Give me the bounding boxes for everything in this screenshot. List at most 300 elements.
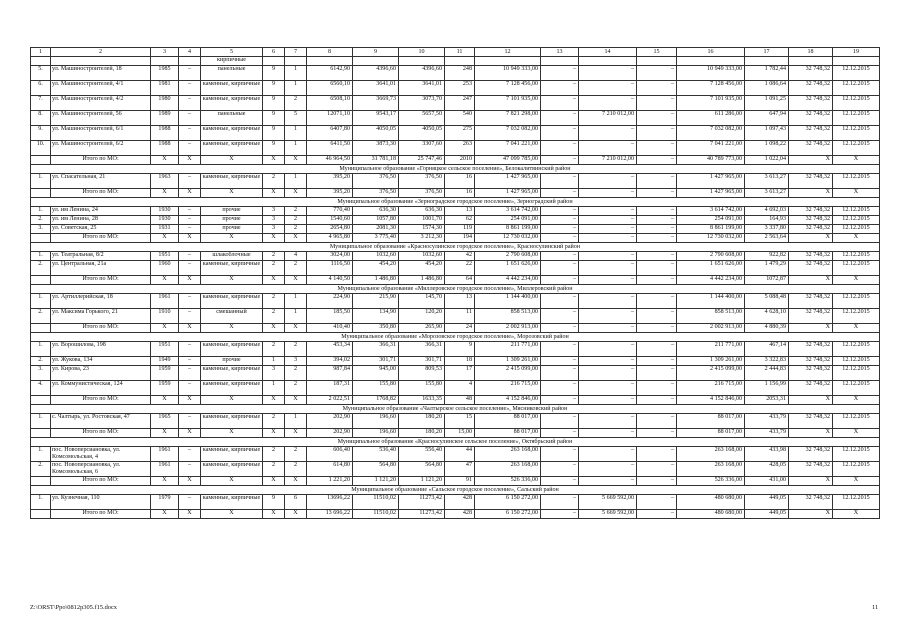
table-cell: 1961: [151, 294, 179, 309]
table-cell: X: [789, 477, 833, 486]
housing-register-table: [30, 47, 880, 519]
table-cell: X: [263, 276, 285, 285]
table-cell: 15: [445, 414, 475, 429]
table-cell: 1951: [151, 252, 179, 261]
table-cell: 2: [285, 342, 307, 357]
table-cell: 3 212,30: [399, 234, 445, 243]
table-cell: ул. Центральная, 21а: [51, 261, 151, 276]
table-cell: 3 337,80: [745, 225, 789, 234]
column-number: 3: [151, 48, 179, 57]
table-cell: X: [789, 234, 833, 243]
table-cell: 1 427 965,00: [677, 174, 745, 189]
table-cell: –: [637, 510, 677, 519]
table-cell: –: [179, 294, 201, 309]
table-cell: 196,60: [353, 429, 399, 438]
table-cell: –: [179, 252, 201, 261]
table-cell: 8 861 199,00: [677, 225, 745, 234]
table-cell: –: [637, 324, 677, 333]
table-cell: 5.: [31, 66, 51, 81]
table-cell: –: [637, 234, 677, 243]
table-cell: 433,79: [745, 414, 789, 429]
table-cell: X: [179, 189, 201, 198]
table-cell: 32 748,32: [789, 66, 833, 81]
section-heading-row: [31, 165, 880, 174]
table-cell: 1 651 626,00: [677, 261, 745, 276]
table-cell: 265,90: [399, 324, 445, 333]
table-cell: 7 101 935,00: [475, 96, 541, 111]
table-cell: 3: [263, 216, 285, 225]
table-cell: –: [579, 225, 637, 234]
table-cell: 2: [263, 174, 285, 189]
table-cell: каменные, кирпичные: [201, 414, 263, 429]
table-cell: X: [833, 429, 880, 438]
table-row: [31, 141, 880, 156]
table-cell: 3: [263, 366, 285, 381]
total-row: [31, 510, 880, 519]
table-cell: X: [285, 189, 307, 198]
table-row: [31, 126, 880, 141]
table-cell: 1961: [151, 462, 179, 477]
table-cell: 3873,30: [353, 141, 399, 156]
table-cell: –: [541, 396, 579, 405]
table-cell: –: [637, 495, 677, 510]
table-cell: X: [151, 189, 179, 198]
table-cell: –: [579, 462, 637, 477]
table-cell: 32 748,32: [789, 174, 833, 189]
table-row: [31, 357, 880, 366]
table-cell: 858 513,00: [677, 309, 745, 324]
table-cell: 2.: [31, 261, 51, 276]
table-cell: 1 479,29: [745, 261, 789, 276]
table-cell: 32 748,32: [789, 252, 833, 261]
table-cell: 2.: [31, 309, 51, 324]
table-cell: 16: [445, 189, 475, 198]
table-cell: 32 748,32: [789, 357, 833, 366]
table-cell: 9: [263, 81, 285, 96]
table-cell: 2 002 913,00: [475, 324, 541, 333]
table-cell: 32 748,32: [789, 126, 833, 141]
column-number: 13: [541, 48, 579, 57]
table-cell: X: [151, 510, 179, 519]
table-cell: 449,05: [745, 495, 789, 510]
table-cell: 9543,17: [353, 111, 399, 126]
table-cell: 2: [263, 261, 285, 276]
table-cell: –: [637, 309, 677, 324]
table-cell: 155,80: [399, 381, 445, 396]
table-cell: 11510,02: [353, 495, 399, 510]
table-cell: –: [637, 252, 677, 261]
table-cell: 1: [285, 81, 307, 96]
table-cell: 1 651 626,00: [475, 261, 541, 276]
table-cell: [285, 57, 307, 66]
column-number: 5: [201, 48, 263, 57]
table-cell: 6407,80: [307, 126, 353, 141]
table-cell: ул. Жукова, 134: [51, 357, 151, 366]
table-cell: –: [637, 276, 677, 285]
table-cell: X: [285, 234, 307, 243]
table-cell: 1.: [31, 174, 51, 189]
table-cell: 32 748,32: [789, 447, 833, 462]
table-cell: 3: [285, 357, 307, 366]
table-cell: 155,80: [353, 381, 399, 396]
table-cell: 8.: [31, 111, 51, 126]
table-cell: 1 221,20: [307, 477, 353, 486]
table-cell: 32 748,32: [789, 96, 833, 111]
table-cell: 12.12.2015: [833, 294, 880, 309]
table-cell: –: [637, 357, 677, 366]
table-cell: –: [541, 261, 579, 276]
table-cell: 1.: [31, 342, 51, 357]
table-cell: X: [151, 276, 179, 285]
table-cell: 7 128 456,00: [475, 81, 541, 96]
table-cell: –: [541, 276, 579, 285]
table-cell: 12.12.2015: [833, 96, 880, 111]
table-cell: 4: [445, 381, 475, 396]
table-cell: 636,30: [353, 207, 399, 216]
table-cell: 32 748,32: [789, 294, 833, 309]
table-cell: 254 091,00: [475, 216, 541, 225]
column-number: 16: [677, 48, 745, 57]
table-cell: –: [637, 261, 677, 276]
table-cell: 5 669 592,00: [579, 495, 637, 510]
table-cell: [31, 324, 51, 333]
table-cell: 6142,90: [307, 66, 353, 81]
table-cell: –: [541, 294, 579, 309]
section-heading-row: [31, 438, 880, 447]
table-cell: 119: [445, 225, 475, 234]
table-cell: каменные, кирпичные: [201, 141, 263, 156]
table-cell: 1988: [151, 126, 179, 141]
column-number: 2: [51, 48, 151, 57]
table-cell: 12 730 032,00: [677, 234, 745, 243]
table-cell: X: [833, 234, 880, 243]
table-cell: 2 790 608,00: [475, 252, 541, 261]
table-cell: –: [579, 252, 637, 261]
column-number: 18: [789, 48, 833, 57]
table-cell: –: [179, 216, 201, 225]
table-cell: 376,50: [399, 189, 445, 198]
municipality-heading: Муниципальное образование «Горняцкое сельское поселение», Белокалитвинский район: [31, 165, 880, 174]
table-cell: 3 614 742,00: [677, 207, 745, 216]
table-cell: 1: [263, 381, 285, 396]
table-cell: 1910: [151, 309, 179, 324]
table-cell: 2: [263, 309, 285, 324]
table-cell: 263 168,00: [475, 462, 541, 477]
table-cell: X: [179, 396, 201, 405]
table-cell: 42: [445, 252, 475, 261]
municipality-heading: Муниципальное образование «Зерноградское городское поселение», Зерноградский район: [31, 198, 880, 207]
municipality-heading: Муниципальное образование «Чалтырское сельское поселение», Мясниковский район: [31, 405, 880, 414]
table-cell: –: [637, 207, 677, 216]
table-cell: –: [179, 207, 201, 216]
table-cell: 2654,80: [307, 225, 353, 234]
table-cell: 2010: [445, 156, 475, 165]
table-cell: X: [833, 510, 880, 519]
table-cell: ул. Машиностроителей, 4/1: [51, 81, 151, 96]
table-cell: 88 017,00: [475, 429, 541, 438]
table-cell: 4050,05: [353, 126, 399, 141]
table-cell: 1 086,64: [745, 81, 789, 96]
table-cell: –: [179, 342, 201, 357]
table-cell: X: [833, 324, 880, 333]
column-number: 11: [445, 48, 475, 57]
table-cell: 7 210 012,00: [579, 111, 637, 126]
table-cell: 428: [445, 510, 475, 519]
table-cell: 1: [285, 309, 307, 324]
table-cell: 1 309 261,00: [677, 357, 745, 366]
table-cell: 12.12.2015: [833, 462, 880, 477]
table-cell: 1 097,43: [745, 126, 789, 141]
table-cell: –: [579, 207, 637, 216]
table-cell: X: [833, 276, 880, 285]
table-cell: 2 444,83: [745, 366, 789, 381]
table-cell: 2: [263, 414, 285, 429]
section-heading-row: [31, 198, 880, 207]
table-cell: 8 861 199,00: [475, 225, 541, 234]
table-cell: 11: [445, 309, 475, 324]
table-body: [31, 48, 880, 519]
table-cell: –: [179, 381, 201, 396]
table-cell: –: [541, 174, 579, 189]
table-cell: –: [579, 357, 637, 366]
table-cell: –: [541, 156, 579, 165]
table-cell: X: [833, 189, 880, 198]
table-cell: 32 748,32: [789, 81, 833, 96]
table-cell: 11510,02: [353, 510, 399, 519]
table-cell: 2: [285, 462, 307, 477]
table-cell: 1960: [151, 261, 179, 276]
table-cell: –: [541, 429, 579, 438]
table-cell: 180,20: [399, 429, 445, 438]
table-cell: 9: [263, 495, 285, 510]
table-cell: 202,90: [307, 429, 353, 438]
table-cell: –: [579, 276, 637, 285]
table-cell: 1 121,20: [399, 477, 445, 486]
table-cell: 395,20: [307, 174, 353, 189]
table-cell: 6 150 272,00: [475, 510, 541, 519]
table-cell: [579, 57, 637, 66]
table-cell: 224,90: [307, 294, 353, 309]
column-number: 7: [285, 48, 307, 57]
table-cell: 3641,01: [353, 81, 399, 96]
table-cell: X: [151, 324, 179, 333]
table-cell: 12071,10: [307, 111, 353, 126]
table-cell: 453,34: [307, 342, 353, 357]
table-cell: 2: [263, 342, 285, 357]
table-cell: 7 821 298,00: [475, 111, 541, 126]
table-row: [31, 309, 880, 324]
column-number: 14: [579, 48, 637, 57]
table-cell: 10.: [31, 141, 51, 156]
table-cell: [31, 429, 51, 438]
table-cell: 540: [445, 111, 475, 126]
table-cell: 46 964,50: [307, 156, 353, 165]
table-cell: 5: [285, 111, 307, 126]
table-cell: 62: [445, 216, 475, 225]
section-heading-row: [31, 486, 880, 495]
table-cell: 5 088,48: [745, 294, 789, 309]
table-cell: 13: [445, 294, 475, 309]
table-cell: X: [201, 156, 263, 165]
table-cell: каменные, кирпичные: [201, 96, 263, 111]
table-cell: 7.: [31, 96, 51, 111]
table-cell: каменные, кирпичные: [201, 126, 263, 141]
section-heading-row: [31, 333, 880, 342]
table-cell: –: [179, 66, 201, 81]
table-cell: –: [541, 462, 579, 477]
table-cell: 1965: [151, 414, 179, 429]
table-cell: 12.12.2015: [833, 309, 880, 324]
table-cell: 4396,60: [399, 66, 445, 81]
table-cell: –: [541, 225, 579, 234]
table-cell: 1057,80: [353, 216, 399, 225]
table-cell: 1 144 400,00: [677, 294, 745, 309]
table-cell: X: [263, 156, 285, 165]
table-cell: 3 775,40: [353, 234, 399, 243]
table-cell: 12.12.2015: [833, 342, 880, 357]
table-cell: 1980: [151, 96, 179, 111]
table-cell: 1: [285, 126, 307, 141]
table-cell: 194: [445, 234, 475, 243]
table-cell: 1 782,44: [745, 66, 789, 81]
table-cell: X: [789, 429, 833, 438]
table-cell: ул. Машиностроителей, 18: [51, 66, 151, 81]
table-cell: 301,71: [353, 357, 399, 366]
table-cell: X: [179, 156, 201, 165]
table-cell: 47 099 785,00: [475, 156, 541, 165]
table-cell: 1 121,20: [353, 477, 399, 486]
table-cell: 44: [445, 447, 475, 462]
table-cell: 1 427 965,00: [475, 174, 541, 189]
table-cell: 1.: [31, 447, 51, 462]
table-cell: 17: [445, 366, 475, 381]
table-cell: 647,94: [745, 111, 789, 126]
table-cell: X: [263, 429, 285, 438]
table-cell: –: [541, 141, 579, 156]
table-cell: 1 156,99: [745, 381, 789, 396]
table-cell: –: [541, 216, 579, 225]
table-cell: –: [541, 495, 579, 510]
table-row: [31, 366, 880, 381]
table-cell: 1072,87: [745, 276, 789, 285]
table-cell: 2: [285, 366, 307, 381]
table-cell: Итого по МО:: [51, 324, 151, 333]
table-cell: 1959: [151, 381, 179, 396]
table-cell: 5 669 592,00: [579, 510, 637, 519]
table-cell: смешанный: [201, 309, 263, 324]
table-cell: X: [179, 276, 201, 285]
table-cell: ул. Артиллерийская, 18: [51, 294, 151, 309]
total-row: [31, 189, 880, 198]
table-cell: 1949: [151, 357, 179, 366]
table-cell: ул. Машиностроителей, 6/2: [51, 141, 151, 156]
table-cell: –: [179, 261, 201, 276]
table-cell: 770,40: [307, 207, 353, 216]
table-cell: 16: [445, 174, 475, 189]
table-cell: 922,82: [745, 252, 789, 261]
table-cell: [637, 57, 677, 66]
column-number-row: [31, 48, 880, 57]
table-cell: –: [579, 66, 637, 81]
table-cell: –: [579, 309, 637, 324]
table-cell: –: [637, 477, 677, 486]
table-cell: [475, 57, 541, 66]
table-cell: 3: [263, 225, 285, 234]
table-cell: 263 168,00: [677, 462, 745, 477]
table-cell: –: [179, 462, 201, 477]
document-page: [30, 47, 879, 519]
table-cell: 945,00: [353, 366, 399, 381]
table-cell: –: [637, 189, 677, 198]
table-cell: 454,20: [353, 261, 399, 276]
table-cell: 1032,60: [353, 252, 399, 261]
table-cell: –: [637, 111, 677, 126]
table-cell: 120,20: [399, 309, 445, 324]
table-cell: Итого по МО:: [51, 234, 151, 243]
table-cell: 32 748,32: [789, 216, 833, 225]
table-cell: –: [579, 447, 637, 462]
table-cell: Итого по МО:: [51, 396, 151, 405]
table-cell: 809,53: [399, 366, 445, 381]
table-cell: 1959: [151, 366, 179, 381]
table-cell: 1 098,22: [745, 141, 789, 156]
table-cell: X: [789, 396, 833, 405]
table-cell: X: [263, 510, 285, 519]
table-cell: 2 563,64: [745, 234, 789, 243]
table-cell: X: [285, 156, 307, 165]
table-cell: шлакоблочные: [201, 252, 263, 261]
table-cell: –: [541, 447, 579, 462]
table-cell: 22: [445, 261, 475, 276]
table-cell: 606,40: [307, 447, 353, 462]
table-cell: X: [789, 156, 833, 165]
municipality-heading: Муниципальное образование «Миллеровское городское поселение», Миллеровский район: [31, 285, 880, 294]
table-row: [31, 495, 880, 510]
column-number: 1: [31, 48, 51, 57]
total-row: [31, 429, 880, 438]
table-cell: 636,30: [399, 207, 445, 216]
table-cell: 564,80: [399, 462, 445, 477]
table-cell: –: [579, 477, 637, 486]
table-cell: 614,80: [307, 462, 353, 477]
table-cell: 395,20: [307, 189, 353, 198]
table-cell: –: [579, 342, 637, 357]
table-cell: 2: [263, 252, 285, 261]
table-row: [31, 111, 880, 126]
table-cell: –: [541, 189, 579, 198]
table-cell: –: [541, 207, 579, 216]
table-cell: 12.12.2015: [833, 111, 880, 126]
table-cell: X: [179, 510, 201, 519]
table-cell: 1930: [151, 216, 179, 225]
total-row: [31, 396, 880, 405]
table-cell: –: [637, 216, 677, 225]
table-cell: 47: [445, 462, 475, 477]
table-cell: –: [541, 366, 579, 381]
table-cell: кирпичные: [201, 57, 263, 66]
table-cell: –: [179, 81, 201, 96]
table-cell: X: [789, 510, 833, 519]
table-cell: 1963: [151, 174, 179, 189]
table-cell: 12.12.2015: [833, 174, 880, 189]
total-row: [31, 156, 880, 165]
table-cell: –: [179, 366, 201, 381]
table-cell: 449,05: [745, 510, 789, 519]
table-cell: –: [579, 414, 637, 429]
table-cell: [151, 57, 179, 66]
table-cell: X: [263, 234, 285, 243]
table-cell: 1 091,25: [745, 96, 789, 111]
